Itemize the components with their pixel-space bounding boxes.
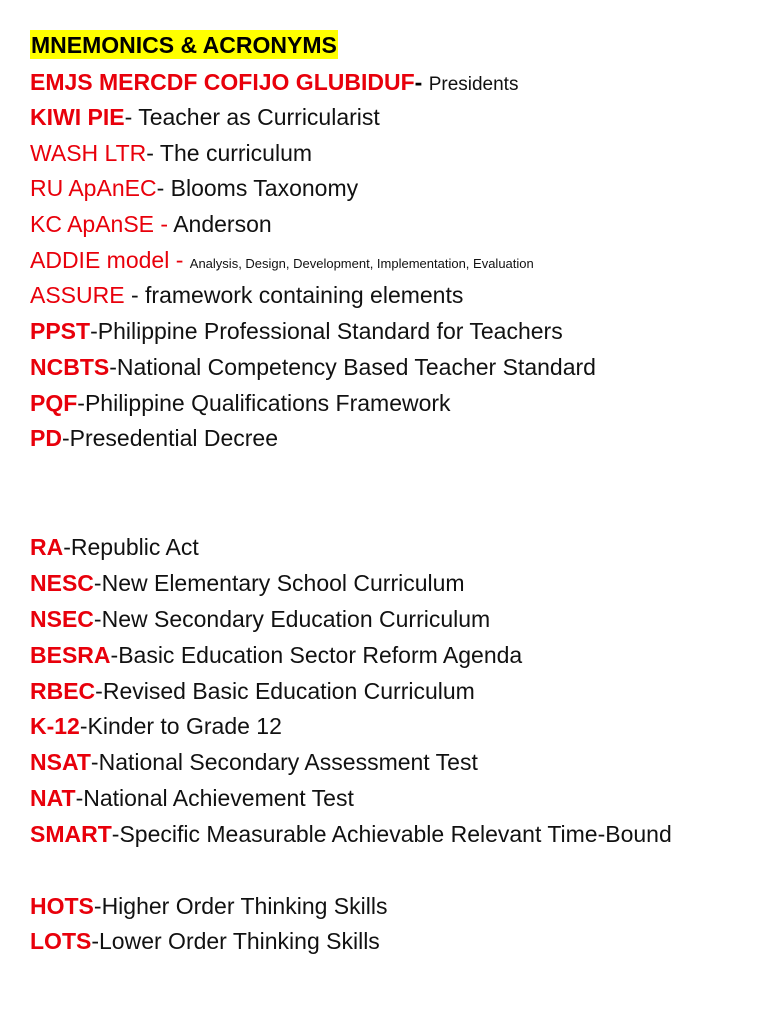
list-item <box>30 744 750 780</box>
separator: - <box>124 282 146 308</box>
separator: - <box>90 318 98 344</box>
acronym-description: Philippine Qualifications Framework <box>84 390 451 416</box>
separator: - <box>63 534 71 560</box>
separator: - <box>124 104 139 130</box>
acronym-term: RA <box>30 534 64 560</box>
separator: - <box>90 749 99 775</box>
list-item <box>30 601 750 637</box>
acronym-term: ASSURE <box>30 282 125 308</box>
acronym-description: Analysis, Design, Development, Implementation, Evaluation <box>189 256 534 271</box>
acronym-description: National Achievement Test <box>83 785 354 811</box>
separator: - <box>110 642 119 668</box>
separator: - <box>154 211 174 237</box>
acronym-term: RU ApAnEC <box>30 175 157 201</box>
list-item <box>30 637 750 673</box>
separator: - <box>75 785 84 811</box>
acronym-description: Blooms Taxonomy <box>170 175 359 201</box>
acronym-description: Specific Measurable Achievable Relevant Time-Bound <box>119 821 672 847</box>
acronym-description: Anderson <box>173 211 272 237</box>
acronym-description: New Elementary School Curriculum <box>101 570 465 596</box>
page-title: MNEMONICS & ACRONYMS <box>31 32 337 58</box>
acronym-term: SMART <box>30 821 112 847</box>
separator: - <box>93 606 102 632</box>
separator: - <box>95 678 103 704</box>
acronym-term: KIWI PIE <box>30 104 125 130</box>
acronym-description: Higher Order Thinking Skills <box>101 893 388 919</box>
list-item <box>30 349 750 385</box>
acronym-term: PD <box>30 425 62 451</box>
list-item <box>30 780 750 816</box>
list-item <box>30 816 730 852</box>
acronym-description: Revised Basic Education Curriculum <box>102 678 475 704</box>
separator: - <box>79 713 88 739</box>
acronym-term: K-12 <box>30 713 80 739</box>
acronym-term: ADDIE model <box>30 247 170 273</box>
separator: - <box>61 425 70 451</box>
acronym-term: NCBTS <box>30 354 110 380</box>
acronym-term: NESC <box>30 570 94 596</box>
list-item <box>30 99 750 135</box>
acronym-term: EMJS MERCDF COFIJO GLUBIDUF <box>30 69 415 95</box>
acronym-term: NSEC <box>30 606 94 632</box>
acronym-term: NAT <box>30 785 76 811</box>
separator: - <box>77 390 85 416</box>
acronym-description: Basic Education Sector Reform Agenda <box>118 642 523 668</box>
separator: - <box>109 354 117 380</box>
separator: - <box>146 140 160 166</box>
list-item <box>30 206 750 242</box>
list-item <box>30 170 750 206</box>
acronym-term: WASH LTR <box>30 140 147 166</box>
acronym-description: The curriculum <box>159 140 313 166</box>
acronym-description: Presedential Decree <box>69 425 279 451</box>
separator: - <box>91 928 100 954</box>
separator: - <box>111 821 120 847</box>
separator: - <box>156 175 171 201</box>
list-item <box>30 888 750 924</box>
acronym-term: HOTS <box>30 893 94 919</box>
acronym-term: RBEC <box>30 678 96 704</box>
list-item <box>30 277 750 313</box>
acronym-description: National Secondary Assessment Test <box>98 749 478 775</box>
list-item <box>30 420 750 456</box>
acronym-term: BESRA <box>30 642 111 668</box>
list-item <box>30 135 750 171</box>
list-item <box>30 385 750 421</box>
list-item <box>30 313 750 349</box>
separator: - <box>93 570 102 596</box>
acronym-term: PPST <box>30 318 91 344</box>
separator: - <box>169 247 190 273</box>
list-item <box>30 565 750 601</box>
list-item <box>30 673 750 709</box>
list-item <box>30 64 750 103</box>
acronym-term: LOTS <box>30 928 92 954</box>
list-item <box>30 708 750 744</box>
list-item <box>30 242 750 282</box>
acronym-description: framework containing elements <box>145 282 464 308</box>
acronym-description: Teacher as Curricularist <box>138 104 380 130</box>
acronym-description: Philippine Professional Standard for Teachers <box>97 318 563 344</box>
list-item <box>30 923 750 959</box>
acronym-description: Republic Act <box>70 534 199 560</box>
acronym-term: PQF <box>30 390 78 416</box>
separator: - <box>93 893 102 919</box>
separator: - <box>414 69 429 95</box>
acronym-term: NSAT <box>30 749 91 775</box>
acronym-description: Presidents <box>428 74 519 95</box>
acronym-description: New Secondary Education Curriculum <box>101 606 491 632</box>
list-item <box>30 529 750 565</box>
acronym-description: Kinder to Grade 12 <box>87 713 282 739</box>
acronym-description: National Competency Based Teacher Standard <box>116 354 596 380</box>
acronym-term: KC ApAnSE <box>30 211 155 237</box>
acronym-description: Lower Order Thinking Skills <box>99 928 380 954</box>
